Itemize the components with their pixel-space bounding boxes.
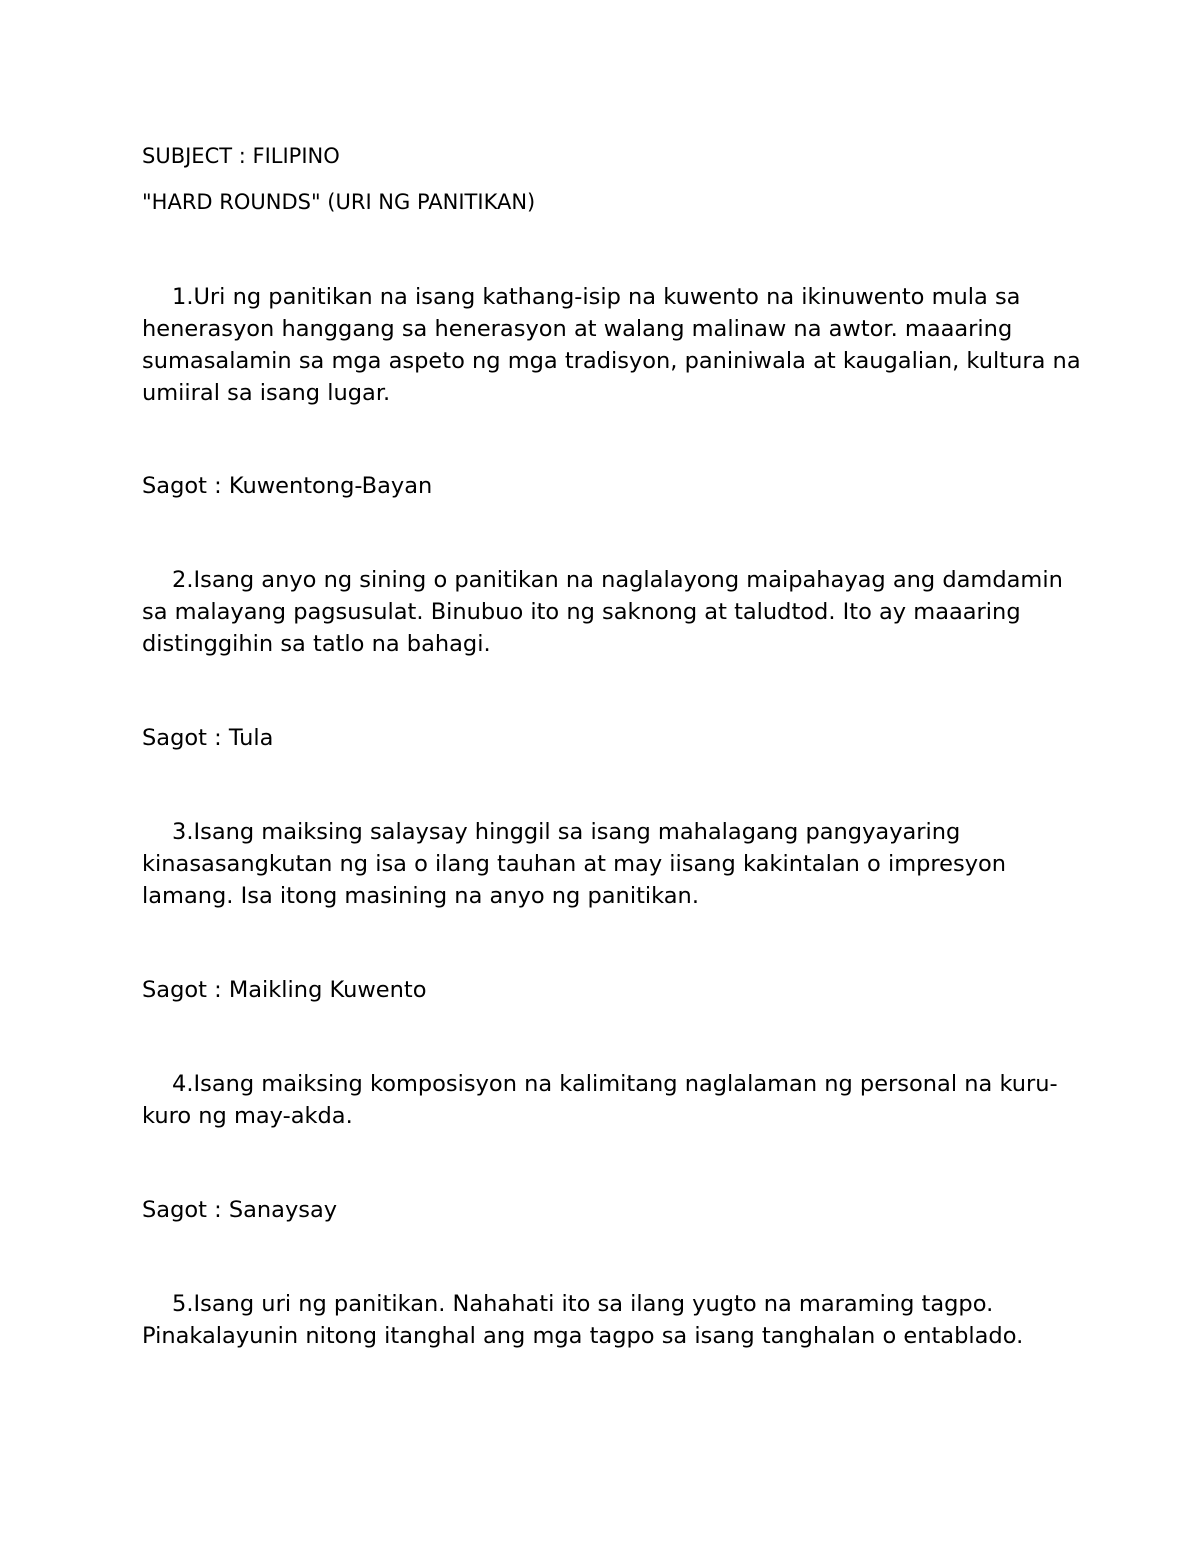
answer-4: Sagot : Sanaysay [142, 1197, 338, 1223]
question-4: 4.Isang maiksing komposisyon na kalimitang naglalaman ng personal na kuru-kuro ng may-akda. [142, 1071, 1058, 1129]
question-3: 3.Isang maiksing salaysay hinggil sa isang mahalagang pangyayaring kinasasangkutan ng isa o ilang tauhan at may iisang kakintalan o impresyon lamang. Isa itong masining na anyo ng panitikan. [142, 819, 1007, 909]
question-5: 5.Isang uri ng panitikan. Nahahati ito sa ilang yugto na maraming tagpo. Pinakalayunin nitong itanghal ang mga tagpo sa isang tanghalan o entablado. [142, 1291, 1024, 1349]
question-1: 1.Uri ng panitikan na isang kathang-isip na kuwento na ikinuwento mula sa henerasyon hanggang sa henerasyon at walang malinaw na awtor. maaaring sumasalamin sa mga aspeto ng mga tradisyon, paniniwala at kaugalian, kultura na umiiral sa isang lugar. [142, 284, 1081, 406]
subject-heading: SUBJECT : FILIPINO [142, 144, 340, 168]
round-title: "HARD ROUNDS" (URI NG PANITIKAN) [142, 190, 536, 214]
question-2: 2.Isang anyo ng sining o panitikan na naglalayong maipahayag ang damdamin sa malayang pagsusulat. Binubuo ito ng saknong at taludtod. Ito ay maaaring distinggihin sa tatlo na bahagi. [142, 567, 1063, 657]
answer-2: Sagot : Tula [142, 725, 274, 751]
answer-1: Sagot : Kuwentong-Bayan [142, 473, 433, 499]
answer-3: Sagot : Maikling Kuwento [142, 977, 427, 1003]
